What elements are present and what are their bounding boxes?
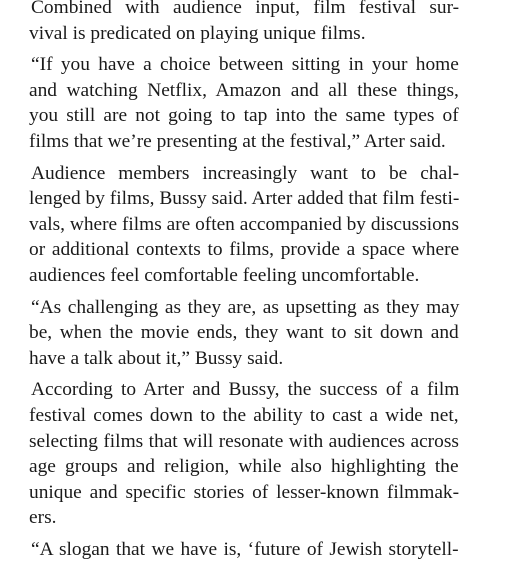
text-line: “A slogan that we have is, ‘future of Jewish storytell-: [31, 538, 459, 560]
paragraph-1: [29, 0, 459, 46]
text-line: “If you have a choice between sitting in your home: [31, 54, 459, 76]
text-line: unique and specific stories of lesser-known filmmak-: [29, 481, 460, 503]
text-line: vival is predicated on playing unique films.: [29, 22, 366, 44]
text-line: “As challenging as they are, as upsetting as they may: [31, 296, 460, 318]
text-line: and watching Netflix, Amazon and all these things,: [29, 79, 459, 101]
paragraph-6: [29, 537, 459, 563]
text-line: age groups and religion, while also highlighting the: [29, 456, 459, 478]
text-line: Combined with audience input, film festival sur-: [31, 0, 460, 18]
article-column: [29, 0, 459, 568]
text-line: you still are not going to tap into the same types of: [29, 105, 459, 127]
text-line: ers.: [29, 507, 57, 529]
text-line: vals, where films are often accompanied by discussions: [29, 213, 459, 235]
paragraph-2: [29, 52, 459, 154]
text-line: lenged by films, Bussy said. Arter added that film festi-: [29, 188, 460, 210]
paragraph-5: [29, 377, 459, 531]
text-line: audiences feel comfortable feeling uncomfortable.: [29, 264, 420, 286]
paragraph-4: [29, 295, 459, 372]
text-line: or additional contexts to films, provide a space where: [29, 239, 460, 261]
text-line: Audience members increasingly want to be chal-: [31, 162, 460, 184]
text-line: festival comes down to the ability to cast a wide net,: [29, 404, 459, 426]
text-line: selecting films that will resonate with audiences across: [29, 430, 459, 452]
text-line: have a talk about it,” Bussy said.: [29, 347, 284, 369]
text-line: films that we’re presenting at the festival,” Arter said.: [29, 130, 446, 152]
text-line: According to Arter and Bussy, the success of a film: [31, 379, 460, 401]
text-line: be, when the movie ends, they want to sit down and: [29, 322, 459, 344]
paragraph-3: [29, 161, 459, 289]
